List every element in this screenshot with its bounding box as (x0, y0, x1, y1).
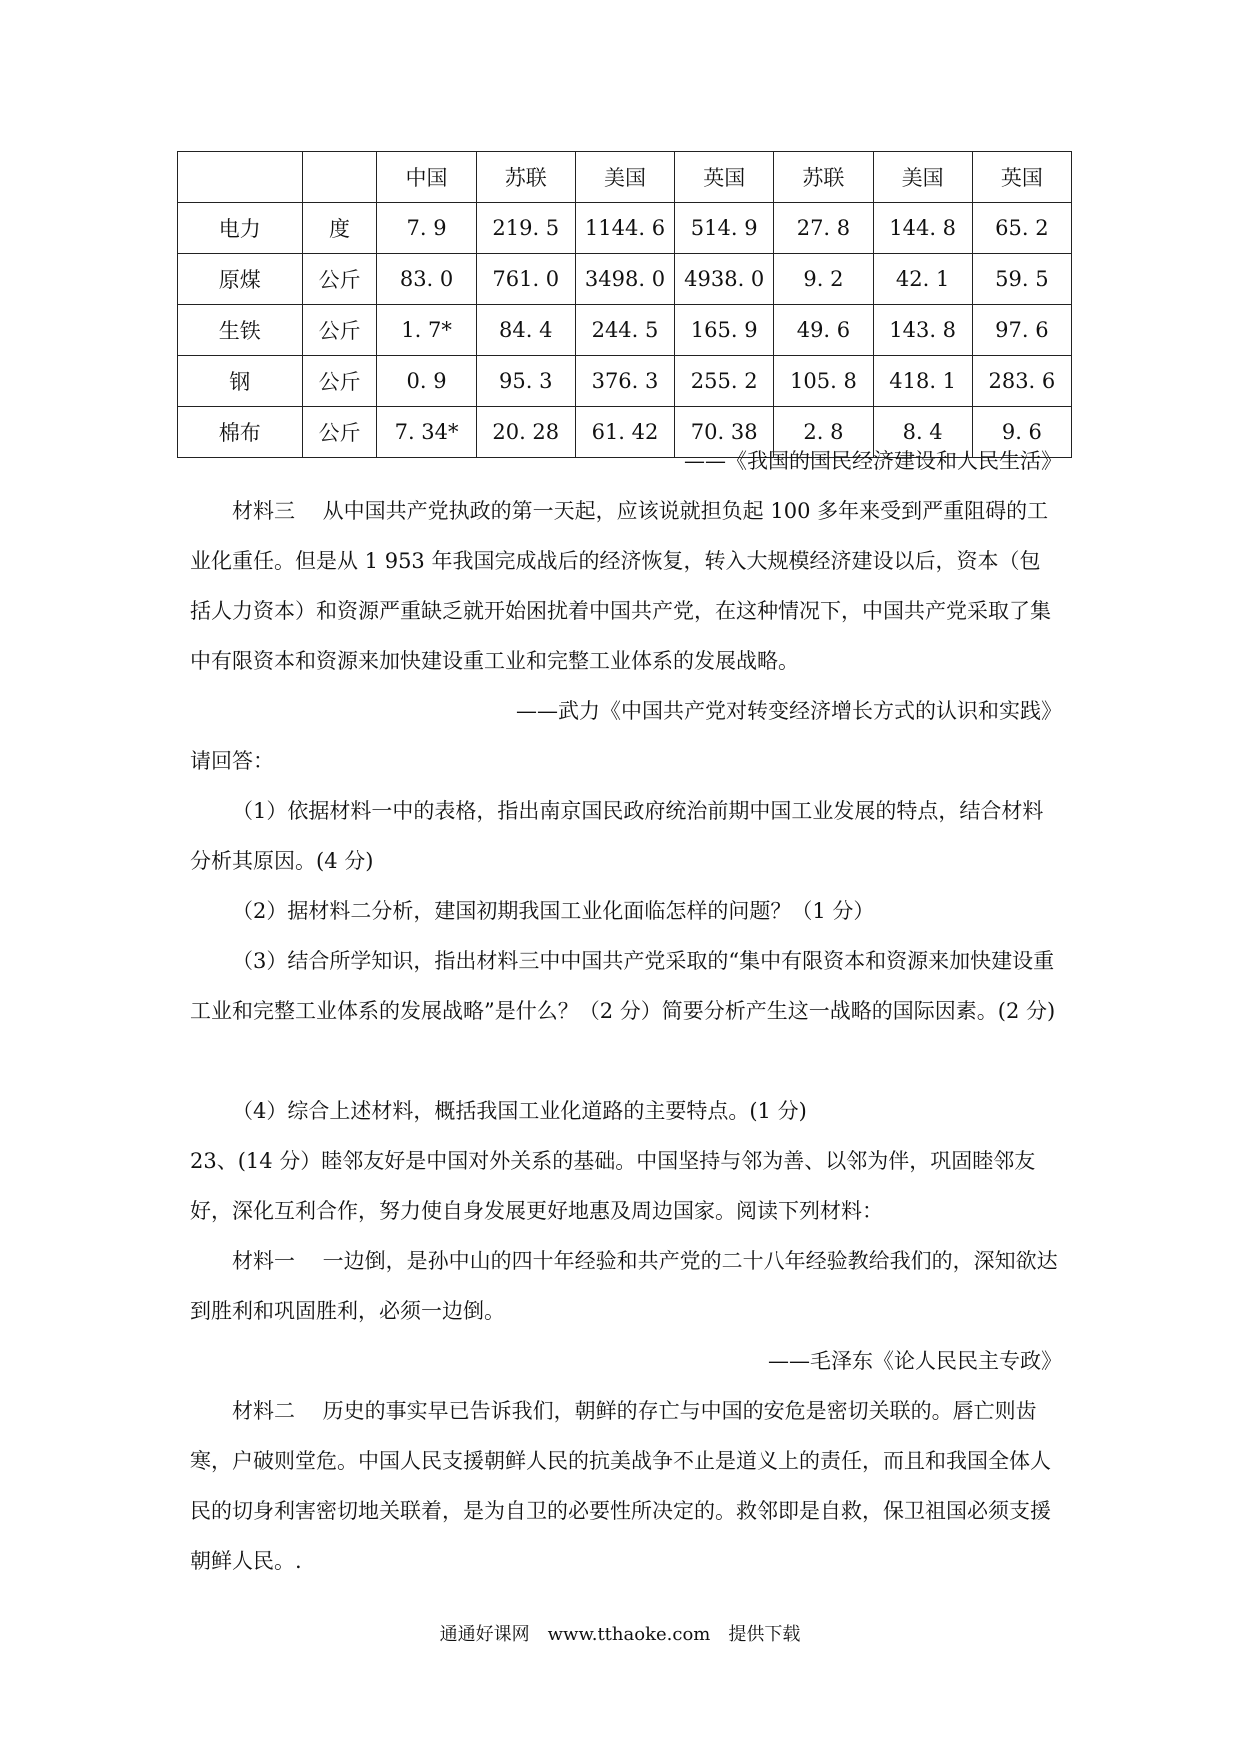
question-1: （1）依据材料一中的表格，指出南京国民政府统治前期中国工业发展的特点，结合材料分析其原因。(4 分) (190, 799, 1044, 873)
table-source: ——《我国的国民经济建设和人民生活》 (684, 449, 1062, 473)
table-header-cell: 美国 (873, 152, 972, 203)
table-cell: 514. 9 (675, 203, 774, 254)
table-header-cell: 英国 (972, 152, 1071, 203)
table-cell: 公斤 (302, 305, 377, 356)
table-row (178, 254, 1072, 305)
table-cell: 度 (302, 203, 377, 254)
question-2: （2）据材料二分析，建国初期我国工业化面临怎样的问题？（1 分） (232, 899, 875, 923)
table-cell: 376. 3 (575, 356, 674, 407)
table-header-cell: 苏联 (774, 152, 873, 203)
table-cell: 255. 2 (675, 356, 774, 407)
table-cell: 165. 9 (675, 305, 774, 356)
industry-comparison-table (177, 151, 1072, 458)
table-cell: 244. 5 (575, 305, 674, 356)
table-cell: 电力 (178, 203, 303, 254)
table-cell: 公斤 (302, 407, 377, 458)
table-cell: 95. 3 (476, 356, 575, 407)
table-cell: 9. 6 (972, 407, 1071, 458)
table-cell: 97. 6 (972, 305, 1071, 356)
table-cell: 9. 2 (774, 254, 873, 305)
table-row (178, 305, 1072, 356)
table-cell: 70. 38 (675, 407, 774, 458)
table-cell: 3498. 0 (575, 254, 674, 305)
question-3: （3）结合所学知识，指出材料三中中国共产党采取的“集中有限资本和资源来加快建设重工业和完整工业体系的发展战略”是什么？（2 分）简要分析产生这一战略的国际因素。(2 分) (190, 949, 1056, 1023)
table-header-cell: 美国 (575, 152, 674, 203)
question-4: （4）综合上述材料，概括我国工业化道路的主要特点。(1 分) (232, 1099, 807, 1123)
table-cell: 1144. 6 (575, 203, 674, 254)
table-cell: 27. 8 (774, 203, 873, 254)
page-footer: 通通好课网 www.tthaoke.com 提供下载 (439, 1624, 801, 1645)
answer-prompt: 请回答： (190, 749, 274, 773)
table-row (178, 356, 1072, 407)
table-cell: 143. 8 (873, 305, 972, 356)
q23-material-2: 材料二 历史的事实早已告诉我们，朝鲜的存亡与中国的安危是密切关联的。唇亡则齿寒，户破则堂危。中国人民支援朝鲜人民的抗美战争不止是道义上的责任，而且和我国全体人民的切身利害密切地关联着，是为自卫的必要性所决定的。救邻即是自救，保卫祖国必须支援朝鲜人民。. (190, 1399, 1051, 1573)
table-header-cell (302, 152, 377, 203)
table-cell: 84. 4 (476, 305, 575, 356)
table-cell: 59. 5 (972, 254, 1071, 305)
table-cell: 7. 9 (377, 203, 476, 254)
table-header-row (178, 152, 1072, 203)
material-3-text: 材料三 从中国共产党执政的第一天起，应该说就担负起 100 多年来受到严重阻碍的工业化重任。但是从 1 953 年我国完成战后的经济恢复，转入大规模经济建设以后，资本（包括人力资本）和资源严重缺乏就开始困扰着中国共产党，在这种情况下，中国共产党采取了集中有限资本和资源来加快建设重工业和完整工业体系的发展战略。 (190, 499, 1051, 673)
table-cell: 42. 1 (873, 254, 972, 305)
table-cell: 61. 42 (575, 407, 674, 458)
table-cell: 0. 9 (377, 356, 476, 407)
q23-material-1: 材料一 一边倒，是孙中山的四十年经验和共产党的二十八年经验教给我们的，深知欲达到胜利和巩固胜利，必须一边倒。 (190, 1249, 1058, 1323)
question-23-intro: 23、(14 分）睦邻友好是中国对外关系的基础。中国坚持与邻为善、以邻为伴，巩固睦邻友好，深化互利合作，努力使自身发展更好地惠及周边国家。阅读下列材料： (190, 1149, 1036, 1223)
table-cell: 棉布 (178, 407, 303, 458)
table-cell: 原煤 (178, 254, 303, 305)
table-cell: 144. 8 (873, 203, 972, 254)
table-cell: 钢 (178, 356, 303, 407)
table-cell: 1. 7* (377, 305, 476, 356)
material-3-source: ——武力《中国共产党对转变经济增长方式的认识和实践》 (516, 699, 1062, 723)
table-cell: 418. 1 (873, 356, 972, 407)
q23-material-1-source: ——毛泽东《论人民民主专政》 (768, 1349, 1062, 1373)
table-cell: 20. 28 (476, 407, 575, 458)
table-header-cell: 英国 (675, 152, 774, 203)
table-cell: 65. 2 (972, 203, 1071, 254)
table-header-cell: 中国 (377, 152, 476, 203)
table-cell: 公斤 (302, 254, 377, 305)
table-body (178, 152, 1072, 458)
table-cell: 2. 8 (774, 407, 873, 458)
table-row (178, 203, 1072, 254)
table-cell: 761. 0 (476, 254, 575, 305)
table-cell: 83. 0 (377, 254, 476, 305)
table-cell: 283. 6 (972, 356, 1071, 407)
table-cell: 49. 6 (774, 305, 873, 356)
table-cell: 4938. 0 (675, 254, 774, 305)
table-cell: 219. 5 (476, 203, 575, 254)
table-cell: 105. 8 (774, 356, 873, 407)
table-header-cell (178, 152, 303, 203)
table-header-cell: 苏联 (476, 152, 575, 203)
table-cell: 7. 34* (377, 407, 476, 458)
table-cell: 8. 4 (873, 407, 972, 458)
table-cell: 生铁 (178, 305, 303, 356)
table-cell: 公斤 (302, 356, 377, 407)
